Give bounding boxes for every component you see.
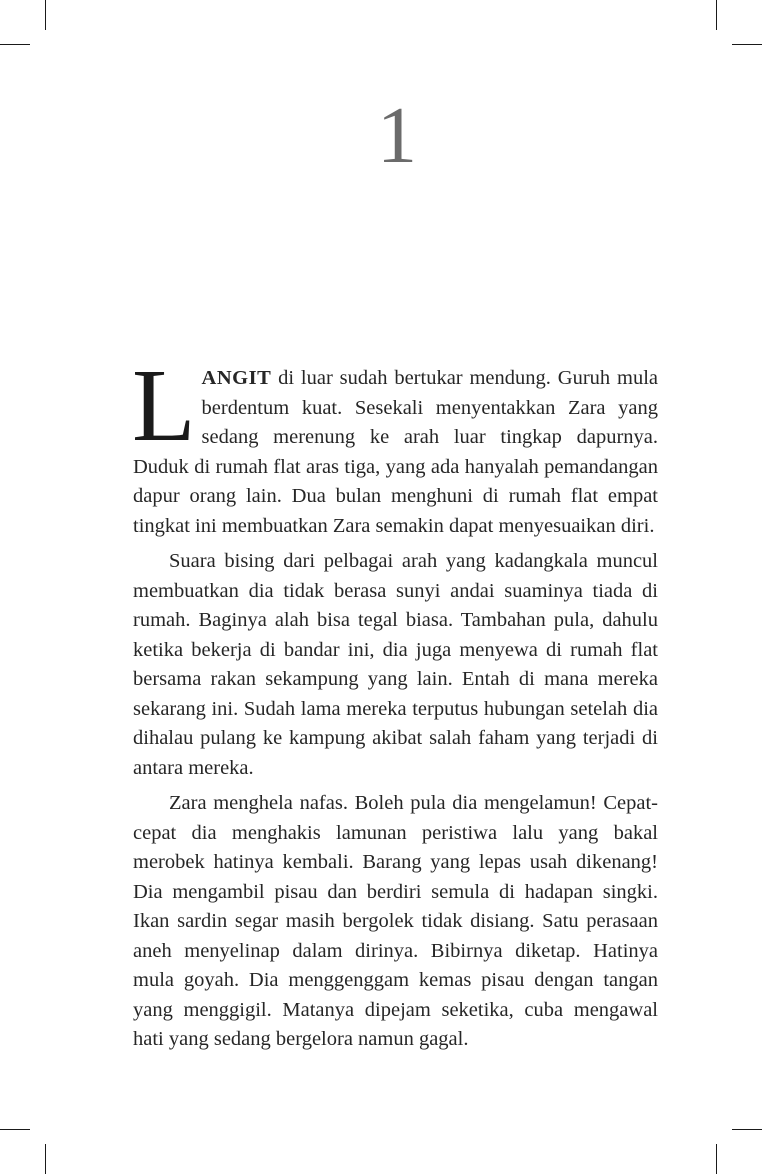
- body-text: [132, 348, 658, 1061]
- crop-mark-bottom-left-vertical: [45, 1144, 46, 1174]
- paragraph-1: [132, 348, 658, 541]
- first-word: ANGIT: [201, 367, 272, 389]
- crop-mark-bottom-left-horizontal: [0, 1129, 30, 1130]
- crop-mark-bottom-right-horizontal: [732, 1129, 762, 1130]
- crop-mark-top-right-horizontal: [732, 44, 762, 45]
- drop-cap: L: [132, 348, 196, 463]
- crop-mark-bottom-right-vertical: [716, 1144, 717, 1174]
- chapter-number: 1: [377, 92, 417, 180]
- crop-mark-top-left-vertical: [45, 0, 46, 30]
- paragraph-3: Zara menghela nafas. Boleh pula dia mengelamun! Cepat-cepat dia menghakis lamunan peristiwa lalu yang bakal merobek hatinya kembali. Barang yang lepas usah dikenang! Dia mengambil pisau dan berdiri semula di hadapan singki. Ikan sardin segar masih bergolek tidak disiang. Satu perasaan aneh menyelinap dalam dirinya. Bibirnya diketap. Hatinya mula goyah. Dia menggenggam kemas pisau dengan tangan yang menggigil. Matanya dipejam seketika, cuba mengawal hati yang sedang bergelora namun gagal.: [133, 792, 658, 1050]
- paragraph-2: Suara bising dari pelbagai arah yang kadangkala muncul membuatkan dia tidak berasa sunyi andai suaminya tiada di rumah. Baginya alah bisa tegal biasa. Tambahan pula, dahulu ketika bekerja di bandar ini, dia juga menyewa di rumah flat bersama rakan sekampung yang lain. Entah di mana mereka sekarang ini. Sudah lama mereka terputus hubungan setelah dia dihalau pulang ke kampung akibat salah faham yang terjadi di antara mereka.: [133, 550, 658, 779]
- paragraph-1-text: di luar sudah bertukar mendung. Guruh mula berdentum kuat. Sesekali menyentakkan Zara yang sedang merenung ke arah luar tingkap dapurnya. Duduk di rumah flat aras tiga, yang ada hanyalah pemandangan dapur orang lain. Dua bulan menghuni di rumah flat empat tingkat ini membuatkan Zara semakin dapat menyesuaikan diri.: [133, 367, 658, 537]
- crop-mark-top-left-horizontal: [0, 44, 30, 45]
- crop-mark-top-right-vertical: [716, 0, 717, 30]
